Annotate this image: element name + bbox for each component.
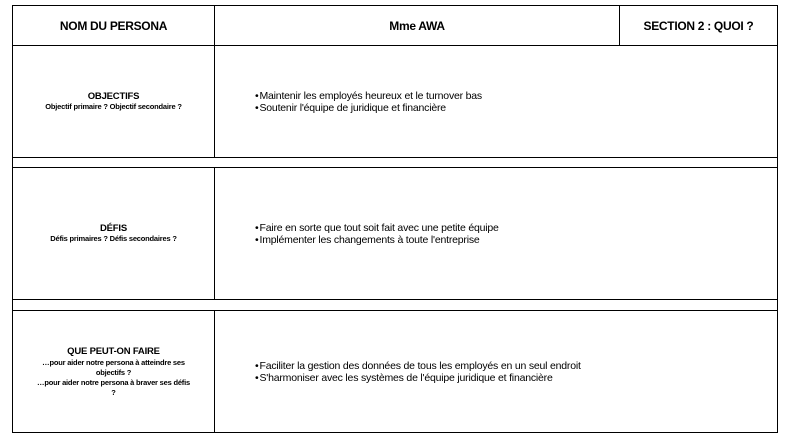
section-que-peut-on-faire-content-cell: [215, 311, 777, 432]
section-objectifs-title: OBJECTIFS: [87, 91, 140, 102]
bullet-item: •Soutenir l'équipe de juridique et financière: [255, 101, 446, 114]
header-section-label: SECTION 2 : QUOI ?: [643, 18, 754, 33]
section-objectifs: [12, 45, 778, 158]
section-defis-label-cell: [13, 168, 214, 299]
section-que-peut-on-faire-subtitle-line: …pour aider notre persona à atteindre ses: [42, 357, 185, 367]
section-que-peut-on-faire-subtitle-line: objectifs ?: [95, 367, 132, 377]
header-persona-name-label: NOM DU PERSONA: [59, 18, 168, 33]
section-que-peut-on-faire-label-cell: [13, 311, 214, 432]
header-section-cell: [620, 6, 777, 45]
persona-sheet: [12, 5, 778, 433]
section-defis-title: DÉFIS: [100, 223, 127, 234]
header-persona-name-cell: [13, 6, 214, 45]
section-que-peut-on-faire: [12, 310, 778, 433]
section-objectifs-content-cell: [215, 46, 777, 157]
bullet-item: •Maintenir les employés heureux et le turnover bas: [255, 89, 482, 102]
section-que-peut-on-faire-title: QUE PEUT-ON FAIRE: [67, 345, 160, 357]
section-defis-content-cell: [215, 168, 777, 299]
section-objectifs-label-cell: [13, 46, 214, 157]
section-objectifs-bullet-list: [215, 90, 482, 114]
section-defis-subtitle: Défis primaires ? Défis secondaires ?: [50, 234, 177, 243]
header-row: [12, 5, 778, 46]
bullet-item: •Implémenter les changements à toute l'entreprise: [255, 233, 480, 246]
section-defis: [12, 167, 778, 300]
section-que-peut-on-faire-bullet-list: [215, 360, 581, 384]
section-que-peut-on-faire-subtitle-line: …pour aider notre persona à braver ses défis: [37, 377, 190, 387]
bullet-item: •Faciliter la gestion des données de tous les employés en un seul endroit: [255, 359, 581, 372]
bullet-item: •S'harmoniser avec les systèmes de l'équipe juridique et financière: [255, 371, 553, 384]
header-persona-value-cell: [215, 6, 619, 45]
section-que-peut-on-faire-subtitle-line: ?: [111, 387, 116, 397]
section-objectifs-subtitle: Objectif primaire ? Objectif secondaire ?: [45, 102, 182, 111]
section-defis-bullet-list: [215, 222, 499, 246]
header-persona-value: Mme AWA: [389, 18, 445, 33]
bullet-item: •Faire en sorte que tout soit fait avec une petite équipe: [255, 221, 499, 234]
